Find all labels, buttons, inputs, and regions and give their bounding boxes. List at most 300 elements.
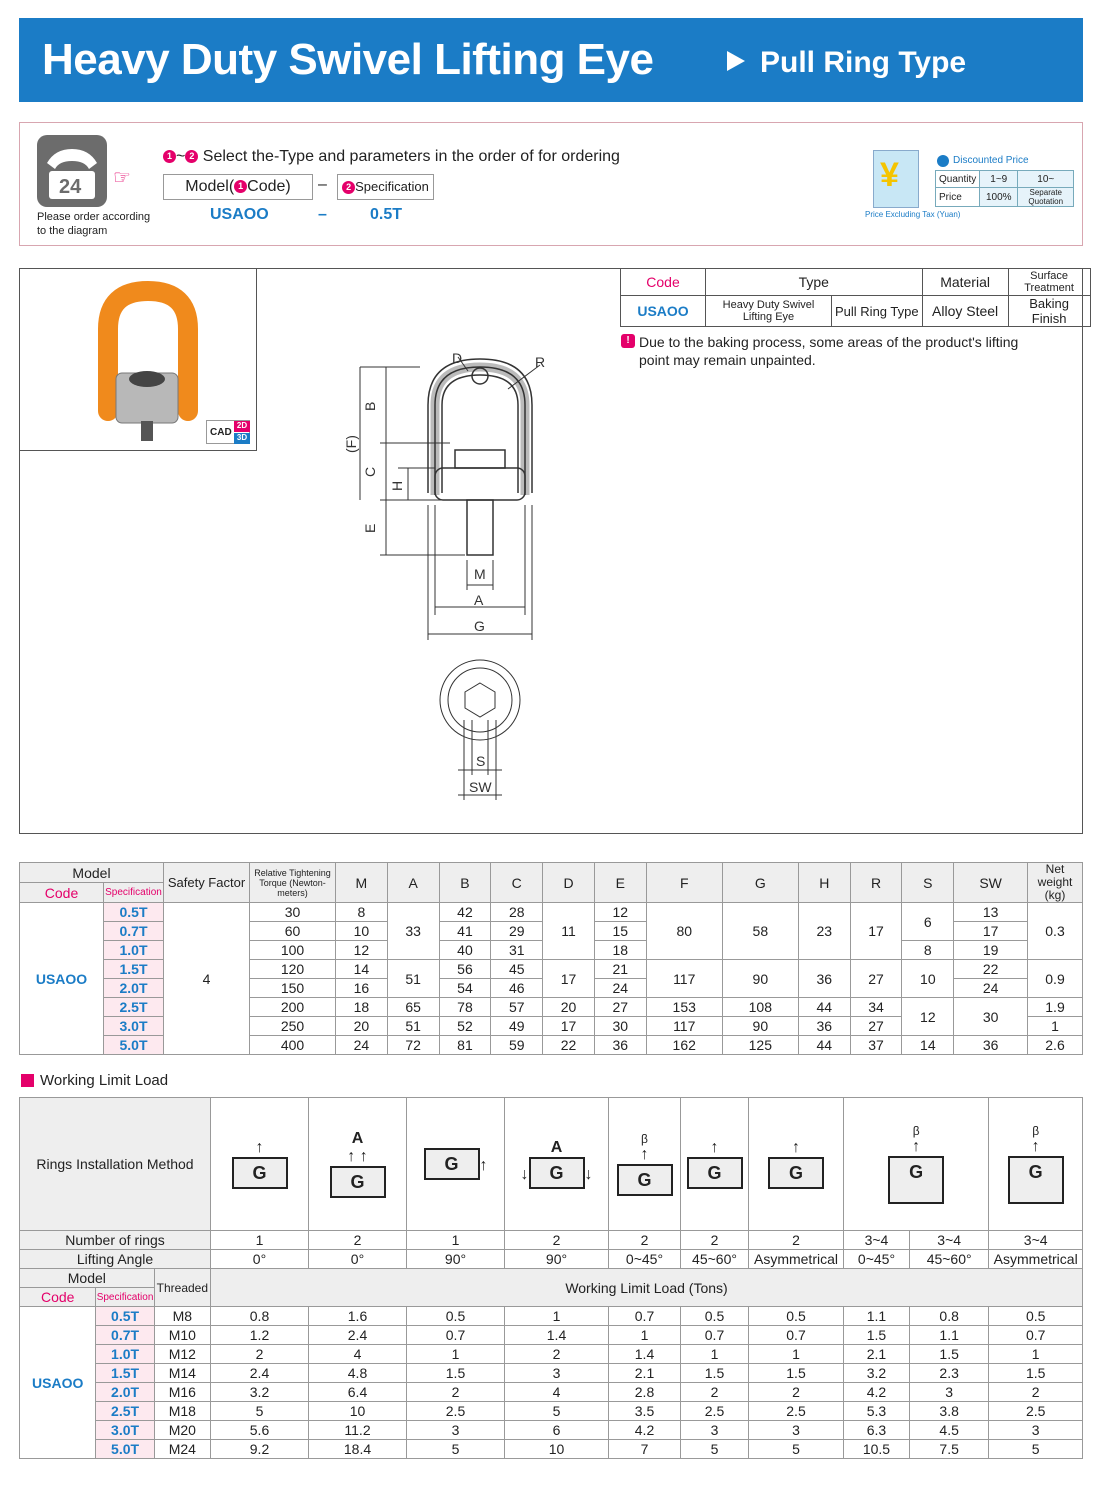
wll-row-spec: 5.0T: [96, 1440, 154, 1459]
wll-code-header: Code: [20, 1288, 96, 1307]
spec-a: 51: [387, 960, 439, 998]
spec-e: 24: [594, 979, 646, 998]
angle-value: 0~45°: [844, 1250, 910, 1269]
wll-value: 11.2: [309, 1421, 407, 1440]
wll-load-header: Working Limit Load (Tons): [211, 1269, 1083, 1307]
rings-value: 2: [309, 1231, 407, 1250]
spec-f: 117: [646, 960, 722, 998]
spec-m: 12: [336, 941, 388, 960]
spec-b: 52: [439, 1017, 491, 1036]
separator: –: [318, 176, 327, 193]
section-square-icon: [21, 1074, 34, 1087]
method-2-diagram: [309, 1098, 407, 1231]
order-note: Please order according to the diagram: [37, 211, 151, 237]
info-type-header: Type: [706, 269, 923, 296]
wll-value: 2.4: [309, 1326, 407, 1345]
angle-value: 45~60°: [909, 1250, 988, 1269]
spec-e: 15: [594, 922, 646, 941]
wll-value: 3: [505, 1364, 609, 1383]
step-1-badge: 1: [163, 150, 176, 163]
spec-weight: 0.9: [1028, 960, 1083, 998]
method-3-diagram: [407, 1098, 505, 1231]
dim-h: H: [389, 480, 405, 491]
spec-row-spec: 1.0T: [104, 941, 164, 960]
step-2-badge: 2: [185, 150, 198, 163]
wll-value: 1.5: [681, 1364, 749, 1383]
wll-value: 3.2: [844, 1364, 910, 1383]
instruction-text: Select the-Type and parameters in the order of for ordering: [202, 148, 620, 165]
rings-value: 3~4: [844, 1231, 910, 1250]
wll-value: 4: [505, 1383, 609, 1402]
wll-value: 2: [505, 1345, 609, 1364]
g-block: G: [687, 1157, 743, 1189]
spec-box: [337, 174, 434, 200]
price-label: Price: [936, 188, 980, 207]
spec-h: 44: [798, 1036, 850, 1055]
wll-row-spec: 3.0T: [96, 1421, 154, 1440]
wll-value: 3: [681, 1421, 749, 1440]
wll-value: 1.1: [844, 1307, 910, 1326]
wll-value: 5: [407, 1440, 505, 1459]
wll-value: 0.5: [989, 1307, 1083, 1326]
spec-m: 14: [336, 960, 388, 979]
wll-value: 2.5: [407, 1402, 505, 1421]
spec-g: 90: [722, 1017, 798, 1036]
step-2-badge: 2: [342, 181, 355, 194]
wll-value: 2.3: [909, 1364, 988, 1383]
wll-thread: M18: [154, 1402, 210, 1421]
dim-b: B: [362, 401, 378, 411]
rings-value: 2: [505, 1231, 609, 1250]
wll-value: 2.5: [989, 1402, 1083, 1421]
spec-sw: 19: [954, 941, 1028, 960]
rings-value: 2: [749, 1231, 844, 1250]
wll-value: 7.5: [909, 1440, 988, 1459]
spec-safety-header: Safety Factor: [164, 863, 250, 903]
spec-b: 42: [439, 903, 491, 922]
working-limit-table: [19, 1097, 1083, 1459]
spec-sw: 22: [954, 960, 1028, 979]
wll-value: 18.4: [309, 1440, 407, 1459]
phone-24-icon: [37, 135, 107, 207]
wll-row-spec: 0.7T: [96, 1326, 154, 1345]
model-code-box: [163, 174, 313, 200]
spec-col-d: D: [543, 863, 595, 903]
wll-value: 1: [749, 1345, 844, 1364]
wll-code: USAOO: [20, 1307, 96, 1459]
rings-value: 3~4: [989, 1231, 1083, 1250]
spec-b: 54: [439, 979, 491, 998]
spec-col-c: C: [491, 863, 543, 903]
wll-value: 1: [609, 1326, 681, 1345]
wll-value: 5: [681, 1440, 749, 1459]
spec-r: 34: [850, 998, 902, 1017]
spec-col-m: M: [336, 863, 388, 903]
spec-f: 162: [646, 1036, 722, 1055]
side-arrow-icon: ↓: [520, 1166, 529, 1183]
wll-row-spec: 1.0T: [96, 1345, 154, 1364]
wll-thread: M12: [154, 1345, 210, 1364]
spec-weight-header: Net weight (kg): [1028, 863, 1083, 903]
info-surface-header: Surface Treatment: [1008, 269, 1090, 296]
wll-spec-header: Specification: [96, 1288, 154, 1307]
spec-m: 8: [336, 903, 388, 922]
spec-row-spec: 2.5T: [104, 998, 164, 1017]
spec-col-a: A: [387, 863, 439, 903]
wll-thread: M8: [154, 1307, 210, 1326]
spec-m: 18: [336, 998, 388, 1017]
wll-value: 2.1: [609, 1364, 681, 1383]
dim-e: E: [362, 523, 378, 533]
info-code-header: Code: [621, 269, 706, 296]
wll-value: 0.7: [681, 1326, 749, 1345]
spec-s: 10: [902, 960, 954, 998]
spec-h: 44: [798, 998, 850, 1017]
wll-value: 1.6: [309, 1307, 407, 1326]
rings-value: 1: [211, 1231, 309, 1250]
angle-label: Lifting Angle: [20, 1250, 211, 1269]
spec-sw: 24: [954, 979, 1028, 998]
g-block: G: [424, 1148, 480, 1180]
spec-torque: 200: [250, 998, 336, 1017]
method-label: Rings Installation Method: [20, 1098, 211, 1231]
spec-col-s: S: [902, 863, 954, 903]
order-instruction: 1 ~ 2 Select the-Type and parameters in the order of for ordering: [163, 148, 620, 166]
angle-arrow-icon: ↑: [1031, 1138, 1040, 1155]
cad-2d: 2D: [234, 421, 250, 432]
wll-value: 1.5: [909, 1345, 988, 1364]
wll-row-spec: 0.5T: [96, 1307, 154, 1326]
angle-value: 0°: [309, 1250, 407, 1269]
wll-value: 2: [749, 1383, 844, 1402]
dimension-drawing: [340, 345, 570, 815]
spec-f: 117: [646, 1017, 722, 1036]
angle-arrow-icon: ↑: [912, 1138, 921, 1155]
page-subtitle: Pull Ring Type: [760, 46, 967, 79]
rings-label: Number of rings: [20, 1231, 211, 1250]
g-block: G: [232, 1157, 288, 1189]
spec-c: 45: [491, 960, 543, 979]
spec-c: 46: [491, 979, 543, 998]
g-block: G: [1008, 1156, 1064, 1204]
spec-r: 27: [850, 960, 902, 998]
dim-g: G: [474, 618, 485, 634]
wll-thread: M20: [154, 1421, 210, 1440]
spec-col-f: F: [646, 863, 722, 903]
wll-value: 5: [749, 1440, 844, 1459]
dim-s: S: [476, 753, 486, 769]
wll-value: 2.5: [749, 1402, 844, 1421]
spec-c: 31: [491, 941, 543, 960]
dim-a: A: [474, 592, 484, 608]
spec-weight: 2.6: [1028, 1036, 1083, 1055]
spec-model-header: Model: [20, 863, 164, 883]
product-info-table: [620, 268, 1091, 327]
wll-value: 1: [407, 1345, 505, 1364]
spec-sw: 36: [954, 1036, 1028, 1055]
spec-row-spec: 0.5T: [104, 903, 164, 922]
price-2: Separate Quotation: [1018, 188, 1074, 207]
dim-m: M: [474, 566, 486, 582]
spec-torque: 150: [250, 979, 336, 998]
spec-table: [19, 862, 1083, 1055]
wll-value: 2.8: [609, 1383, 681, 1402]
spec-c: 49: [491, 1017, 543, 1036]
angle-value: 45~60°: [681, 1250, 749, 1269]
spec-h: 23: [798, 903, 850, 960]
wll-value: 10: [309, 1402, 407, 1421]
rings-value: 2: [609, 1231, 681, 1250]
wll-row-spec: 2.0T: [96, 1383, 154, 1402]
spec-row-spec: 2.0T: [104, 979, 164, 998]
step-1-badge: 1: [234, 180, 247, 193]
rings-value: 2: [681, 1231, 749, 1250]
wll-row-spec: 2.5T: [96, 1402, 154, 1421]
wll-thread-header: Threaded: [154, 1269, 210, 1307]
info-code: USAOO: [621, 296, 706, 327]
wll-title: Working Limit Load: [40, 1072, 169, 1089]
spec-col-r: R: [850, 863, 902, 903]
spec-s: 12: [902, 998, 954, 1036]
spec-r: 37: [850, 1036, 902, 1055]
spec-f: 80: [646, 903, 722, 960]
lift-arrows-icon: ↑ ↑: [347, 1148, 368, 1165]
spec-torque: 400: [250, 1036, 336, 1055]
wll-value: 6: [505, 1421, 609, 1440]
wll-value: 3.8: [909, 1402, 988, 1421]
wll-row-spec: 1.5T: [96, 1364, 154, 1383]
wll-value: 0.7: [989, 1326, 1083, 1345]
spec-torque: 120: [250, 960, 336, 979]
spec-d: 17: [543, 1017, 595, 1036]
angle-arrow-icon: ↑: [710, 1139, 719, 1156]
example-model: USAOO: [210, 206, 269, 223]
bullet-icon: [937, 155, 949, 167]
pointing-hand-icon: ☞: [113, 167, 131, 189]
cad-download-button[interactable]: [206, 420, 250, 444]
wll-value: 6.4: [309, 1383, 407, 1402]
spec-col-h: H: [798, 863, 850, 903]
spec-s: 14: [902, 1036, 954, 1055]
lift-arrow-icon: ↑: [255, 1139, 264, 1156]
wll-value: 4.2: [844, 1383, 910, 1402]
method-5-diagram: [609, 1098, 681, 1231]
g-block: G: [330, 1166, 386, 1198]
price-table: [935, 170, 1074, 207]
spec-a: 51: [387, 1017, 439, 1036]
angle-value: 90°: [505, 1250, 609, 1269]
spec-c: 29: [491, 922, 543, 941]
spec-e: 21: [594, 960, 646, 979]
method-9-diagram: [989, 1098, 1083, 1231]
spec-a: 65: [387, 998, 439, 1017]
spec-row-spec: 1.5T: [104, 960, 164, 979]
spec-m: 10: [336, 922, 388, 941]
g-block: G: [768, 1157, 824, 1189]
wll-value: 1: [505, 1307, 609, 1326]
spec-weight: 1.9: [1028, 998, 1083, 1017]
wll-value: 3.2: [211, 1383, 309, 1402]
beta-label: β: [912, 1124, 920, 1138]
wll-value: 0.5: [749, 1307, 844, 1326]
baking-note: Due to the baking process, some areas of the product's lifting point may remain unpainted.: [639, 334, 1019, 368]
spec-a: 33: [387, 903, 439, 960]
angle-arrow-icon: ↑: [792, 1139, 800, 1156]
info-surface: Baking Finish: [1008, 296, 1090, 327]
spec-b: 56: [439, 960, 491, 979]
spec-label: Specification: [355, 179, 429, 194]
spec-e: 18: [594, 941, 646, 960]
wll-value: 2: [989, 1383, 1083, 1402]
svg-text:24: 24: [59, 176, 82, 198]
spec-code: USAOO: [20, 903, 104, 1055]
wll-value: 1.4: [505, 1326, 609, 1345]
wll-value: 3: [407, 1421, 505, 1440]
price-caption: Price Excluding Tax (Yuan): [865, 210, 961, 219]
rings-value: 1: [407, 1231, 505, 1250]
wll-value: 9.2: [211, 1440, 309, 1459]
method-7-diagram: [749, 1098, 844, 1231]
side-arrow-icon: ↑: [479, 1157, 488, 1174]
spec-torque: 30: [250, 903, 336, 922]
spec-b: 41: [439, 922, 491, 941]
spec-e: 30: [594, 1017, 646, 1036]
info-type-1: Heavy Duty Swivel Lifting Eye: [706, 296, 832, 327]
info-material: Alloy Steel: [922, 296, 1008, 327]
wll-model-header: Model: [20, 1269, 155, 1288]
yen-symbol: ¥: [880, 156, 899, 194]
dim-r: R: [535, 354, 546, 370]
wll-value: 1.1: [909, 1326, 988, 1345]
spec-e: 27: [594, 998, 646, 1017]
spec-r: 27: [850, 1017, 902, 1036]
info-type-2: Pull Ring Type: [832, 296, 923, 327]
wll-value: 1.5: [749, 1364, 844, 1383]
spec-col-g: G: [722, 863, 798, 903]
wll-value: 0.8: [211, 1307, 309, 1326]
spec-d: 17: [543, 960, 595, 998]
info-material-header: Material: [922, 269, 1008, 296]
spec-sw: 17: [954, 922, 1028, 941]
quantity-label: Quantity: [936, 171, 980, 188]
spec-weight: 0.3: [1028, 903, 1083, 960]
spec-r: 17: [850, 903, 902, 960]
wll-value: 0.7: [609, 1307, 681, 1326]
spec-b: 40: [439, 941, 491, 960]
wll-value: 1.5: [989, 1364, 1083, 1383]
spec-row-spec: 3.0T: [104, 1017, 164, 1036]
method-8-diagram: [844, 1098, 989, 1231]
method-6-diagram: [681, 1098, 749, 1231]
wll-value: 0.7: [407, 1326, 505, 1345]
wll-value: 4.2: [609, 1421, 681, 1440]
spec-e: 12: [594, 903, 646, 922]
spec-torque: 250: [250, 1017, 336, 1036]
spec-g: 108: [722, 998, 798, 1017]
wll-value: 0.5: [407, 1307, 505, 1326]
spec-spec-header: Specification: [104, 883, 164, 903]
angle-arrow-icon: ↑: [640, 1146, 649, 1163]
beam-label: A: [550, 1139, 563, 1156]
wll-thread: M16: [154, 1383, 210, 1402]
wll-value: 5: [505, 1402, 609, 1421]
dim-f: (F): [343, 435, 359, 453]
rings-value: 3~4: [909, 1231, 988, 1250]
spec-g: 58: [722, 903, 798, 960]
wll-value: 2: [211, 1345, 309, 1364]
spec-d: 22: [543, 1036, 595, 1055]
wll-thread: M14: [154, 1364, 210, 1383]
side-arrow-icon: ↓: [584, 1166, 593, 1183]
spec-f: 153: [646, 998, 722, 1017]
method-1-diagram: [211, 1098, 309, 1231]
wll-value: 6.3: [844, 1421, 910, 1440]
spec-h: 36: [798, 1017, 850, 1036]
arrow-right-icon: [727, 51, 745, 71]
wll-value: 5.6: [211, 1421, 309, 1440]
spec-h: 36: [798, 960, 850, 998]
spec-d: 11: [543, 903, 595, 960]
spec-d: 20: [543, 998, 595, 1017]
spec-row-spec: 5.0T: [104, 1036, 164, 1055]
wll-value: 10.5: [844, 1440, 910, 1459]
dim-c: C: [362, 466, 378, 477]
wll-value: 0.5: [681, 1307, 749, 1326]
spec-m: 16: [336, 979, 388, 998]
spec-sw: 13: [954, 903, 1028, 922]
angle-value: 0°: [211, 1250, 309, 1269]
spec-torque: 100: [250, 941, 336, 960]
wll-value: 3: [749, 1421, 844, 1440]
beta-label: β: [1032, 1124, 1040, 1138]
wll-value: 5.3: [844, 1402, 910, 1421]
example-spec: 0.5T: [370, 206, 403, 223]
spec-c: 28: [491, 903, 543, 922]
wll-value: 4: [309, 1345, 407, 1364]
wll-value: 1.5: [844, 1326, 910, 1345]
dim-sw: SW: [469, 779, 492, 795]
wll-value: 5: [989, 1440, 1083, 1459]
model-label: Model(: [185, 178, 235, 195]
wll-value: 1.4: [609, 1345, 681, 1364]
g-block: G: [888, 1156, 944, 1204]
spec-c: 59: [491, 1036, 543, 1055]
spec-m: 20: [336, 1017, 388, 1036]
wll-value: 3.5: [609, 1402, 681, 1421]
wll-value: 2: [407, 1383, 505, 1402]
spec-m: 24: [336, 1036, 388, 1055]
beta-label: β: [641, 1132, 648, 1146]
wll-value: 3: [909, 1383, 988, 1402]
method-4-diagram: [505, 1098, 609, 1231]
wll-value: 0.7: [749, 1326, 844, 1345]
spec-col-b: B: [439, 863, 491, 903]
spec-weight: 1: [1028, 1017, 1083, 1036]
spec-e: 36: [594, 1036, 646, 1055]
spec-a: 72: [387, 1036, 439, 1055]
beam-label: A: [351, 1130, 364, 1147]
warning-icon: !: [621, 334, 635, 348]
spec-col-e: E: [594, 863, 646, 903]
g-block: G: [529, 1157, 585, 1189]
spec-g: 90: [722, 960, 798, 998]
wll-thread: M24: [154, 1440, 210, 1459]
example-separator: –: [318, 206, 327, 223]
wll-value: 2.4: [211, 1364, 309, 1383]
wll-value: 7: [609, 1440, 681, 1459]
wll-value: 1.5: [407, 1364, 505, 1383]
wll-value: 1: [681, 1345, 749, 1364]
